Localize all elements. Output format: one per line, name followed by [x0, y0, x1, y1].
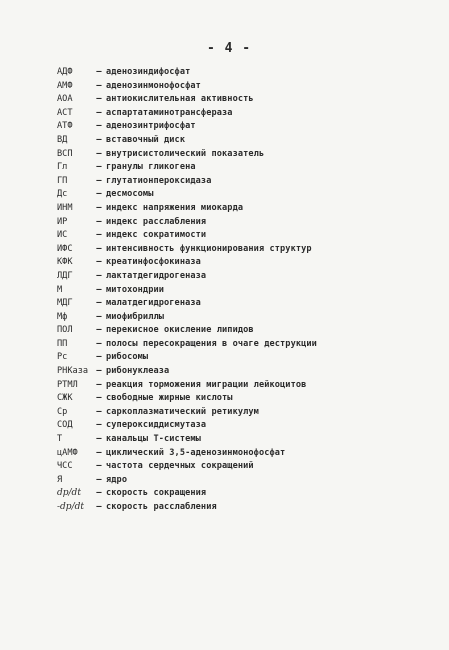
- abbreviation: СОД: [57, 420, 73, 431]
- abbreviation: АМФ: [57, 80, 73, 91]
- list-item: [57, 107, 437, 121]
- definition: индекс напряжения миокарда: [106, 202, 244, 213]
- abbreviation: ЧСС: [57, 461, 73, 472]
- dash-separator: –: [96, 202, 102, 213]
- dash-separator: –: [96, 284, 102, 295]
- definition: полосы пересокращения в очаге деструкции: [106, 338, 317, 349]
- dash-separator: –: [96, 393, 102, 404]
- abbreviation: ИС: [57, 230, 68, 241]
- dash-separator: –: [96, 121, 102, 132]
- abbreviation: dp/dt: [57, 488, 81, 499]
- abbreviation: Т: [57, 434, 63, 445]
- dash-separator: –: [96, 325, 102, 336]
- list-item: [57, 148, 437, 162]
- list-item: [57, 501, 437, 515]
- list-item: [57, 229, 437, 243]
- list-item: [57, 270, 437, 284]
- abbreviation: ЛДГ: [57, 270, 73, 281]
- definition: миофибриллы: [106, 311, 165, 322]
- definition: рибонуклеаза: [106, 366, 170, 377]
- dash-separator: –: [96, 311, 102, 322]
- dash-separator: –: [96, 379, 102, 390]
- definition: лактатдегидрогеназа: [106, 270, 207, 281]
- list-item: [57, 80, 437, 94]
- dash-separator: –: [96, 94, 102, 105]
- list-item: [57, 433, 437, 447]
- list-item: [57, 351, 437, 365]
- definition: канальцы Т-системы: [106, 434, 201, 445]
- dash-separator: –: [96, 298, 102, 309]
- abbreviation: -dp/dt: [57, 502, 84, 512]
- dash-separator: –: [96, 162, 102, 173]
- definition: циклический 3,5-аденозинмонофосфат: [106, 447, 286, 458]
- definition: аспартатаминотрансфераза: [106, 107, 233, 118]
- definition: частота сердечных сокращений: [106, 461, 254, 472]
- dash-separator: –: [96, 80, 102, 91]
- dash-separator: –: [96, 175, 102, 186]
- dash-separator: –: [96, 189, 102, 200]
- list-item: [57, 66, 437, 80]
- list-item: [57, 175, 437, 189]
- dash-separator: –: [96, 352, 102, 363]
- definition: перекисное окисление липидов: [106, 325, 254, 336]
- abbreviation: РНКаза: [57, 366, 89, 377]
- abbreviation: АСТ: [57, 107, 73, 118]
- list-item: [57, 447, 437, 461]
- abbreviation: МДГ: [57, 298, 73, 309]
- dash-separator: –: [96, 461, 102, 472]
- definition: аденозинтрифосфат: [106, 121, 196, 132]
- definition: скорость расслабления: [106, 502, 217, 512]
- definition: рибосомы: [106, 352, 149, 363]
- dash-separator: –: [96, 420, 102, 431]
- list-item: [57, 419, 437, 433]
- definition: аденозиндифосфат: [106, 67, 191, 77]
- abbreviation: АОА: [57, 94, 73, 105]
- dash-separator: –: [96, 488, 102, 499]
- abbreviation: Дс: [57, 189, 68, 200]
- list-item: [57, 216, 437, 230]
- dash-separator: –: [96, 230, 102, 241]
- list-item: [57, 338, 437, 352]
- definition: малатдегидрогеназа: [106, 298, 201, 309]
- dash-separator: –: [96, 67, 102, 77]
- list-item: [57, 161, 437, 175]
- dash-separator: –: [96, 134, 102, 145]
- abbreviation: АТФ: [57, 121, 73, 132]
- list-item: [57, 311, 437, 325]
- dash-separator: –: [96, 447, 102, 458]
- abbreviation: ИР: [57, 216, 68, 227]
- list-item: [57, 379, 437, 393]
- abbreviation: СЖК: [57, 393, 73, 404]
- list-item: [57, 392, 437, 406]
- definition: митохондрии: [106, 284, 165, 295]
- list-item: [57, 324, 437, 338]
- definition: креатинфосфокиназа: [106, 257, 201, 268]
- list-item: [57, 487, 437, 501]
- list-item: [57, 120, 437, 134]
- definition: ядро: [106, 474, 128, 485]
- dash-separator: –: [96, 216, 102, 227]
- list-item: [57, 406, 437, 420]
- definition: реакция торможения миграции лейкоцитов: [106, 379, 307, 390]
- dash-separator: –: [96, 107, 102, 118]
- list-item: [57, 365, 437, 379]
- list-item: [57, 243, 437, 257]
- definition: антиокислительная активность: [106, 94, 254, 105]
- definition: интенсивность функционирования структур: [106, 243, 312, 254]
- dash-separator: –: [96, 366, 102, 377]
- definition: гранулы гликогена: [106, 162, 196, 173]
- list-item: [57, 297, 437, 311]
- definition: глутатионпероксидаза: [106, 175, 212, 186]
- dash-separator: –: [96, 148, 102, 159]
- list-item: [57, 93, 437, 107]
- dash-separator: –: [96, 270, 102, 281]
- abbreviation: РТМЛ: [57, 379, 78, 390]
- definition: десмосомы: [106, 189, 154, 200]
- definition: саркоплазматический ретикулум: [106, 406, 259, 417]
- dash-separator: –: [96, 406, 102, 417]
- dash-separator: –: [96, 474, 102, 485]
- dash-separator: –: [96, 243, 102, 254]
- definition: индекс сократимости: [106, 230, 207, 241]
- abbreviation: ВСП: [57, 148, 73, 159]
- definition: свободные жирные кислоты: [106, 393, 233, 404]
- dash-separator: –: [96, 257, 102, 268]
- list-item: [57, 188, 437, 202]
- abbreviation: ГП: [57, 175, 68, 186]
- list-item: [57, 256, 437, 270]
- abbreviation: М: [57, 284, 63, 295]
- list-item: [57, 202, 437, 216]
- definition: аденозинмонофосфат: [106, 80, 201, 91]
- abbreviation: Я: [57, 474, 63, 485]
- abbreviation: КФК: [57, 257, 73, 268]
- abbreviation: АДФ: [57, 67, 73, 77]
- definition: скорость сокращения: [106, 488, 207, 499]
- abbreviation: ВД: [57, 134, 68, 145]
- list-item: [57, 460, 437, 474]
- abbreviation: Гл: [57, 162, 68, 173]
- dash-separator: –: [96, 502, 102, 512]
- page-number: - 4 -: [207, 41, 252, 56]
- definition: внутрисистолический показатель: [106, 148, 265, 159]
- definition: супероксиддисмутаза: [106, 420, 207, 431]
- abbreviation: ПП: [57, 338, 68, 349]
- abbreviation: цАМФ: [57, 447, 78, 458]
- abbreviation: ИФС: [57, 243, 73, 254]
- abbreviation: ПОЛ: [57, 325, 73, 336]
- definition: вставочный диск: [106, 134, 186, 145]
- dash-separator: –: [96, 434, 102, 445]
- abbreviation: Ср: [57, 406, 68, 417]
- abbreviation: Рс: [57, 352, 68, 363]
- list-item: [57, 134, 437, 148]
- dash-separator: –: [96, 338, 102, 349]
- list-item: [57, 284, 437, 298]
- list-item: [57, 474, 437, 488]
- definition: индекс расслабления: [106, 216, 207, 227]
- abbreviation: Мф: [57, 311, 68, 322]
- abbreviation-list: [57, 66, 437, 515]
- abbreviation: ИНМ: [57, 202, 73, 213]
